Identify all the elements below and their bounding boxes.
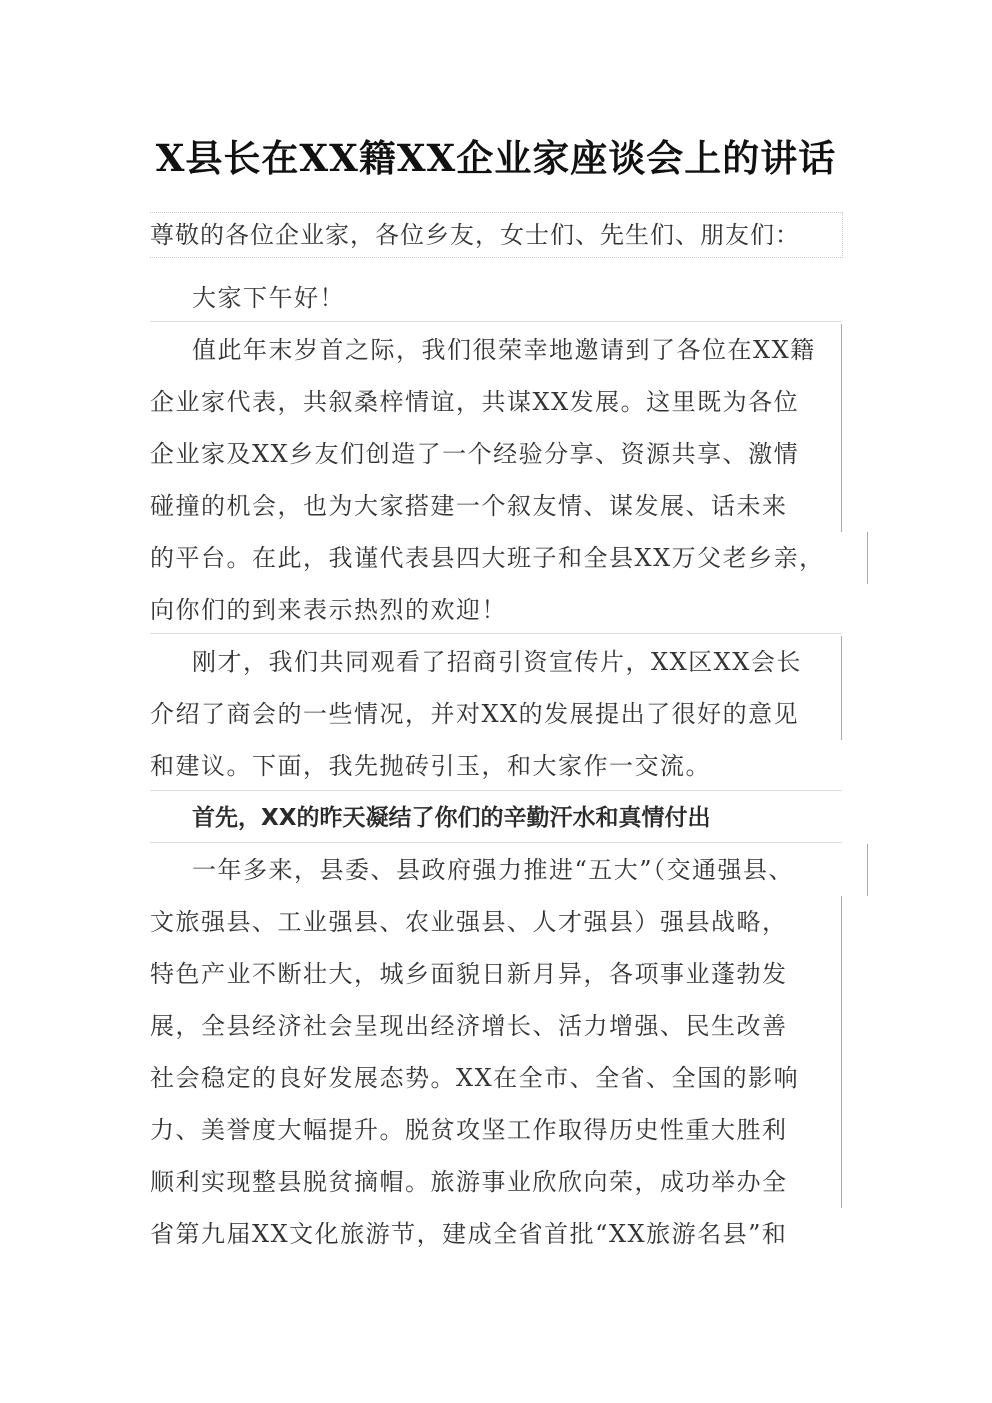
paragraph-line: 介绍了商会的一些情况，并对XX的发展提出了很好的意见 — [150, 688, 842, 740]
paragraph-line: 的平台。在此，我谨代表县四大班子和全县XX万父老乡亲， — [150, 532, 868, 584]
paragraph-line: 一年多来，县委、县政府强力推进“五大”（交通强县、 — [150, 844, 868, 896]
paragraph-line: 企业家及XX乡友们创造了一个经验分享、资源共享、激情 — [150, 428, 842, 480]
document-title: X县长在XX籍XX企业家座谈会上的讲话 — [155, 136, 837, 180]
paragraph-line: 企业家代表，共叙桑梓情谊，共谋XX发展。这里既为各位 — [150, 376, 842, 428]
paragraph-line: 刚才，我们共同观看了招商引资宣传片，XX区XX会长 — [150, 636, 842, 688]
salutation: 尊敬的各位企业家，各位乡友，女士们、先生们、朋友们： — [150, 212, 843, 258]
paragraph-line: 顺利实现整县脱贫摘帽。旅游事业欣欣向荣，成功举办全 — [150, 1156, 842, 1208]
paragraph-line: 特色产业不断壮大，城乡面貌日新月异，各项事业蓬勃发 — [150, 948, 842, 1000]
achievements-paragraph — [150, 844, 842, 1260]
paragraph-line: 展，全县经济社会呈现出经济增长、活力增强、民生改善 — [150, 1000, 842, 1052]
paragraph-line: 省第九届XX文化旅游节，建成全省首批“XX旅游名县”和 — [150, 1220, 788, 1248]
greeting-line: 大家下午好！ — [192, 284, 345, 312]
section-heading: 首先，XX的昨天凝结了你们的辛勤汗水和真情付出 — [192, 805, 711, 831]
paragraph-line: 值此年末岁首之际，我们很荣幸地邀请到了各位在XX籍 — [150, 324, 842, 376]
greeting-paragraph — [150, 272, 842, 324]
paragraph-divider — [150, 842, 842, 843]
paragraph-line: 碰撞的机会，也为大家搭建一个叙友情、谋发展、话未来 — [150, 480, 842, 532]
paragraph-line: 力、美誉度大幅提升。脱贫攻坚工作取得历史性重大胜利 — [150, 1104, 842, 1156]
paragraph-line: 文旅强县、工业强县、农业强县、人才强县）强县战略， — [150, 896, 842, 948]
paragraph-divider — [150, 790, 842, 791]
welcome-paragraph — [150, 324, 842, 636]
paragraph-line: 和建议。下面，我先抛砖引玉，和大家作一交流。 — [150, 752, 711, 780]
paragraph-line: 社会稳定的良好发展态势。XX在全市、全省、全国的影响 — [150, 1052, 842, 1104]
paragraph-line: 向你们的到来表示热烈的欢迎！ — [150, 596, 507, 624]
introduction-paragraph — [150, 636, 842, 792]
paragraph-divider — [150, 321, 842, 322]
paragraph-divider — [150, 633, 842, 634]
